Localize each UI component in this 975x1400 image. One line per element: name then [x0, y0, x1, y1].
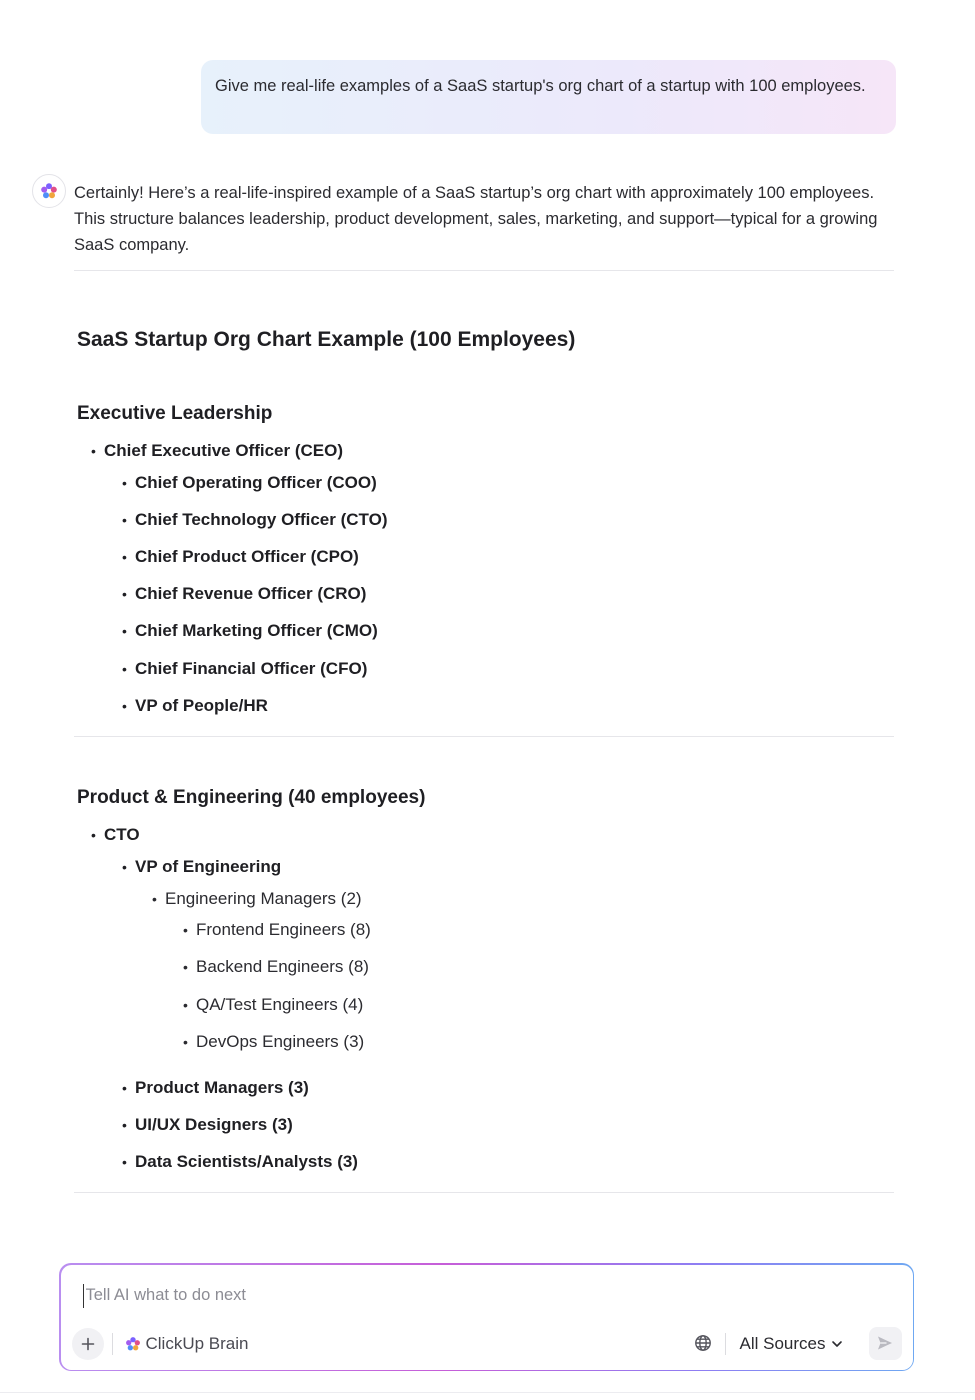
clickup-brain-button[interactable]	[125, 1331, 249, 1357]
separator	[112, 1333, 113, 1355]
send-icon	[876, 1334, 894, 1352]
divider	[74, 270, 894, 271]
clickup-brain-icon	[40, 182, 58, 200]
globe-icon	[694, 1334, 712, 1352]
list-item-engineering-managers: • Engineering Managers (2)	[165, 889, 362, 909]
list-item: • Data Scientists/Analysts (3)	[135, 1152, 358, 1172]
separator	[725, 1333, 726, 1355]
divider	[74, 736, 894, 737]
list-item: • Frontend Engineers (8)	[196, 920, 371, 940]
list-item-vp-engineering: • VP of Engineering	[135, 857, 281, 877]
add-attachment-button[interactable]	[72, 1328, 104, 1360]
bottom-divider	[0, 1392, 975, 1393]
ai-intro-text: Certainly! Here’s a real-life-inspired example of a SaaS startup’s org chart with approximately 100 employees. This structure balances leadership, product development, sales, marketing, and support—typical for a growing SaaS company.	[74, 184, 878, 254]
plus-icon	[81, 1337, 95, 1351]
prompt-input[interactable]	[83, 1284, 683, 1308]
chevron-down-icon	[831, 1338, 843, 1350]
response-title: SaaS Startup Org Chart Example (100 Employees)	[77, 328, 576, 351]
list-item: • Chief Marketing Officer (CMO)	[135, 621, 378, 641]
list-item: • QA/Test Engineers (4)	[196, 995, 363, 1015]
list-item: • Chief Product Officer (CPO)	[135, 547, 359, 567]
user-message-text: Give me real-life examples of a SaaS startup's org chart of a startup with 100 employees.	[215, 77, 866, 95]
clickup-brain-label: ClickUp Brain	[145, 1333, 249, 1353]
composer-inner	[61, 1265, 913, 1370]
list-item: • Product Managers (3)	[135, 1078, 309, 1098]
all-sources-dropdown[interactable]	[740, 1331, 844, 1357]
list-item-ceo: • Chief Executive Officer (CEO)	[104, 441, 343, 461]
list-item: • Chief Operating Officer (COO)	[135, 473, 377, 493]
list-item: • Backend Engineers (8)	[196, 957, 369, 977]
user-message-bubble	[201, 60, 896, 134]
web-search-button[interactable]	[692, 1332, 714, 1354]
list-item: • Chief Technology Officer (CTO)	[135, 510, 388, 530]
all-sources-label: All Sources	[739, 1333, 826, 1353]
list-item: • UI/UX Designers (3)	[135, 1115, 293, 1135]
list-item-cto: • CTO	[104, 825, 140, 845]
divider	[74, 1192, 894, 1193]
section-heading-executive: Executive Leadership	[77, 403, 273, 424]
prompt-composer	[59, 1263, 914, 1371]
send-button[interactable]	[869, 1327, 902, 1360]
list-item: • VP of People/HR	[135, 696, 268, 716]
clickup-brain-icon	[125, 1336, 141, 1352]
section-heading-engineering: Product & Engineering (40 employees)	[77, 787, 426, 808]
list-item: • Chief Revenue Officer (CRO)	[135, 584, 366, 604]
list-item: • DevOps Engineers (3)	[196, 1032, 364, 1052]
ai-avatar	[32, 174, 66, 208]
list-item: • Chief Financial Officer (CFO)	[135, 659, 367, 679]
